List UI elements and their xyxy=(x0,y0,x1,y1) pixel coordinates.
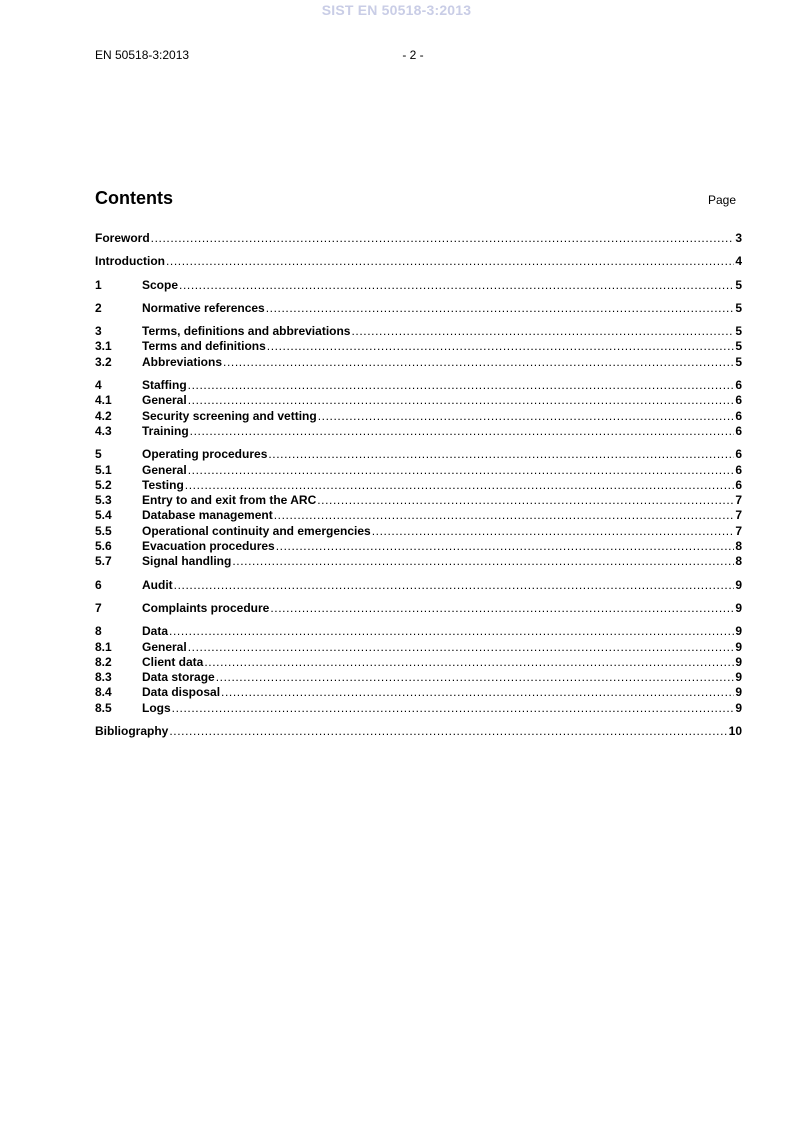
toc-entry-number: 4.1 xyxy=(95,393,112,408)
toc-dot-leader xyxy=(266,301,735,316)
toc-entry-number: 5.1 xyxy=(95,462,112,477)
toc-entry-page: 10 xyxy=(728,724,742,739)
toc-entry-title: Data xyxy=(142,624,169,639)
toc-entry-page: 6 xyxy=(735,408,742,423)
toc-entry-number: 3.2 xyxy=(95,354,112,369)
toc-entry-title: Foreword xyxy=(95,231,150,245)
toc-entry[interactable] xyxy=(95,701,742,716)
toc-entry-number: 7 xyxy=(95,600,102,615)
toc-dot-leader xyxy=(188,463,735,478)
toc-entry-title: Scope xyxy=(142,277,179,292)
toc-entry-page: 9 xyxy=(735,654,742,669)
toc-entry-page: 6 xyxy=(735,423,742,438)
header-doc-id: EN 50518-3:2013 xyxy=(95,48,190,62)
toc-entry-number: 5 xyxy=(95,447,102,462)
toc-entry-title: Logs xyxy=(142,700,171,715)
toc-dot-leader xyxy=(232,554,734,569)
toc-entry-title: Bibliography xyxy=(95,724,169,739)
toc-entry-page: 5 xyxy=(735,339,742,354)
toc-entry-page: 6 xyxy=(735,447,742,462)
toc-entry[interactable] xyxy=(95,447,742,462)
toc-entry[interactable] xyxy=(95,640,742,655)
toc-entry-title: Operating procedures xyxy=(142,447,268,462)
toc-dot-leader xyxy=(221,685,734,700)
toc-entry-page: 3 xyxy=(735,231,742,245)
toc-entry-number: 8.2 xyxy=(95,654,112,669)
toc-entry-number: 4.3 xyxy=(95,423,112,438)
toc-dot-leader xyxy=(267,339,735,354)
toc-dot-leader xyxy=(174,578,735,593)
toc-entry-number: 3.1 xyxy=(95,339,112,354)
toc-entry-number: 6 xyxy=(95,577,102,592)
toc-entry[interactable] xyxy=(95,724,742,739)
toc-entry-title: Complaints procedure xyxy=(142,600,270,615)
toc-entry-title: Testing xyxy=(142,477,184,492)
toc-entry[interactable] xyxy=(95,339,742,354)
toc-dot-leader xyxy=(151,231,735,246)
toc-entry-title: Evacuation procedures xyxy=(142,539,275,554)
toc-entry-page: 6 xyxy=(735,462,742,477)
toc-entry-title: General xyxy=(142,462,187,477)
toc-entry[interactable] xyxy=(95,424,742,439)
toc-entry-title: Signal handling xyxy=(142,554,232,569)
toc-entry-title: Security screening and vetting xyxy=(142,408,317,423)
toc-dot-leader xyxy=(190,424,735,439)
toc-dot-leader xyxy=(188,378,735,393)
toc-dot-leader xyxy=(276,539,735,554)
toc-entry-number: 8 xyxy=(95,624,102,639)
toc-entry-page: 5 xyxy=(735,277,742,292)
toc-entry-number: 5.2 xyxy=(95,477,112,492)
toc-entry-page: 7 xyxy=(735,493,742,508)
toc-entry-page: 6 xyxy=(735,477,742,492)
toc-entry-number: 5.3 xyxy=(95,493,112,508)
toc-entry-page: 9 xyxy=(735,639,742,654)
toc-entry-number: 8.3 xyxy=(95,670,112,685)
toc-entry[interactable] xyxy=(95,478,742,493)
toc-entry-page: 9 xyxy=(735,577,742,592)
toc-entry-page: 9 xyxy=(735,670,742,685)
toc-entry-title: Training xyxy=(142,423,189,438)
toc-entry-page: 5 xyxy=(735,300,742,315)
toc-dot-leader xyxy=(317,493,734,508)
toc-entry-title: Audit xyxy=(142,577,173,592)
toc-dot-leader xyxy=(318,409,735,424)
toc-dot-leader xyxy=(216,670,735,685)
toc-entry-page: 8 xyxy=(735,539,742,554)
toc-entry-page: 8 xyxy=(735,554,742,569)
toc-entry-page: 6 xyxy=(735,393,742,408)
toc-dot-leader xyxy=(268,447,734,462)
toc-entry[interactable] xyxy=(95,378,742,393)
toc-entry-title: Terms and definitions xyxy=(142,339,266,354)
toc-entry-title: Operational continuity and emergencies xyxy=(142,523,371,538)
toc-entry-number: 4.2 xyxy=(95,408,112,423)
toc-entry[interactable] xyxy=(95,539,742,554)
toc-entry-number: 5.6 xyxy=(95,539,112,554)
toc-entry[interactable] xyxy=(95,624,742,639)
toc-dot-leader xyxy=(372,524,735,539)
watermark: SIST EN 50518-3:2013 xyxy=(321,2,472,18)
toc-entry-number: 5.7 xyxy=(95,554,112,569)
page-column-label: Page xyxy=(707,193,736,207)
toc-entry-number: 5.4 xyxy=(95,508,112,523)
toc-entry-title: Client data xyxy=(142,654,204,669)
toc-entry-number: 5.5 xyxy=(95,523,112,538)
toc-entry-title: Entry to and exit from the ARC xyxy=(142,493,317,508)
toc-entry-page: 7 xyxy=(735,508,742,523)
toc-dot-leader xyxy=(188,393,735,408)
toc-entry[interactable] xyxy=(95,393,742,408)
toc-entry[interactable] xyxy=(95,254,742,269)
toc-entry-page: 9 xyxy=(735,700,742,715)
toc-entry[interactable] xyxy=(95,278,742,293)
toc-entry-page: 9 xyxy=(735,685,742,700)
toc-dot-leader xyxy=(223,355,734,370)
toc-entry-title: Data storage xyxy=(142,670,215,685)
toc-entry-page: 9 xyxy=(735,600,742,615)
toc-entry[interactable] xyxy=(95,355,742,370)
toc-entry-title: Database management xyxy=(142,508,273,523)
toc-entry-title: General xyxy=(142,393,187,408)
toc-dot-leader xyxy=(172,701,735,716)
toc-entry[interactable] xyxy=(95,231,742,246)
toc-entry-number: 4 xyxy=(95,378,102,393)
toc-entry-number: 3 xyxy=(95,324,102,339)
toc-dot-leader xyxy=(169,624,734,639)
toc-entry-number: 2 xyxy=(95,300,102,315)
toc-entry[interactable] xyxy=(95,578,742,593)
toc-entry-title: Abbreviations xyxy=(142,354,223,369)
toc-dot-leader xyxy=(188,640,735,655)
toc-entry-title: General xyxy=(142,639,187,654)
toc-dot-leader xyxy=(185,478,735,493)
toc-dot-leader xyxy=(169,724,727,739)
toc-entry-number: 8.5 xyxy=(95,700,112,715)
toc-entry[interactable] xyxy=(95,324,742,339)
toc-entry-page: 6 xyxy=(735,378,742,393)
toc-entry-title: Terms, definitions and abbreviations xyxy=(142,324,351,339)
toc-entry-page: 5 xyxy=(735,354,742,369)
toc-entry[interactable] xyxy=(95,463,742,478)
table-of-contents xyxy=(95,231,742,739)
toc-entry[interactable] xyxy=(95,301,742,316)
toc-entry-page: 7 xyxy=(735,523,742,538)
toc-entry[interactable] xyxy=(95,409,742,424)
toc-entry[interactable] xyxy=(95,493,742,508)
toc-dot-leader xyxy=(166,254,734,269)
contents-title: Contents xyxy=(95,188,173,208)
toc-entry-title: Data disposal xyxy=(142,685,221,700)
toc-entry[interactable] xyxy=(95,554,742,569)
toc-entry-title: Introduction xyxy=(95,254,165,269)
toc-entry[interactable] xyxy=(95,601,742,616)
toc-entry-number: 8.1 xyxy=(95,639,112,654)
toc-dot-leader xyxy=(270,601,734,616)
toc-entry[interactable] xyxy=(95,670,742,685)
toc-dot-leader xyxy=(179,278,734,293)
toc-entry-page: 9 xyxy=(735,624,742,639)
toc-entry-page: 5 xyxy=(735,324,742,339)
toc-entry[interactable] xyxy=(95,524,742,539)
toc-entry[interactable] xyxy=(95,685,742,700)
toc-entry-page: 4 xyxy=(735,254,742,269)
toc-dot-leader xyxy=(204,655,734,670)
toc-dot-leader xyxy=(351,324,734,339)
toc-entry-number: 1 xyxy=(95,277,102,292)
toc-entry[interactable] xyxy=(95,508,742,523)
toc-entry-title: Normative references xyxy=(142,300,265,315)
toc-entry-number: 8.4 xyxy=(95,685,112,700)
toc-dot-leader xyxy=(274,508,735,523)
header-page-number: - 2 - xyxy=(402,48,424,62)
toc-entry[interactable] xyxy=(95,655,742,670)
toc-entry-title: Staffing xyxy=(142,378,187,393)
